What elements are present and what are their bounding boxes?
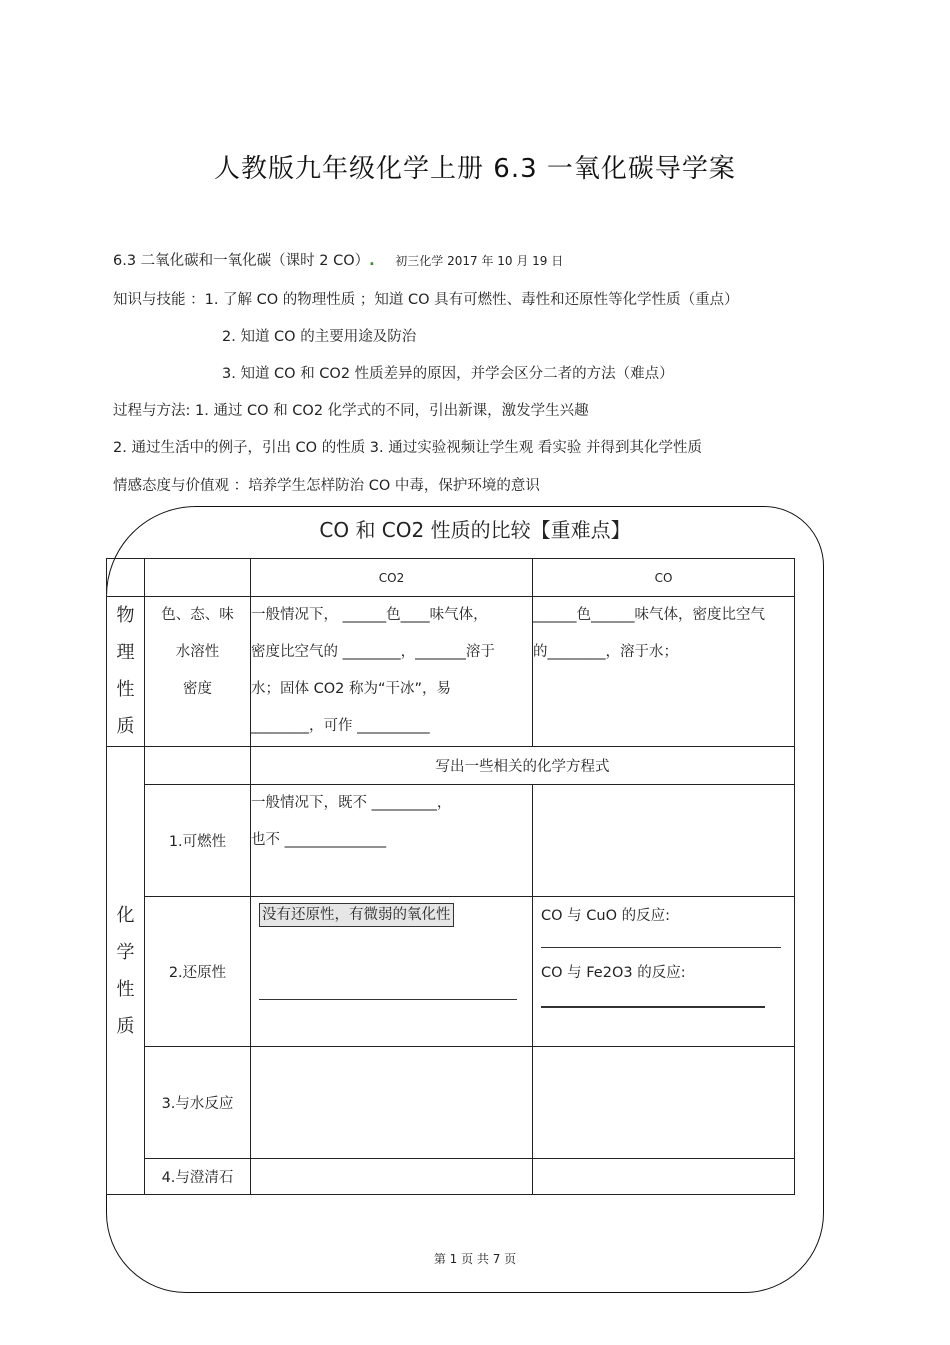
objective-line-4: 过程与方法: 1. 通过 CO 和 CO2 化学式的不同，引出新课，激发学生兴趣 xyxy=(113,403,589,419)
empty-cell xyxy=(145,559,251,597)
answer-blank xyxy=(259,987,517,1000)
combustion-co2: 一般情况下，既不 _________， 也不 ______________ xyxy=(251,785,533,897)
table-header-row xyxy=(107,559,795,597)
class-date: 初三化学 2017 年 10 月 19 日 xyxy=(395,254,564,268)
empty-cell xyxy=(107,559,145,597)
combustion-label: 1.可燃性 xyxy=(145,785,251,897)
combustion-row xyxy=(107,785,795,897)
empty-cell xyxy=(251,1159,533,1195)
answer-blank xyxy=(541,927,781,948)
page-footer: 第 1 页 共 7 页 xyxy=(433,1252,517,1266)
objective-line-1: 知识与技能 ：1. 了解 CO 的物理性质 ；知道 CO 具有可燃性、毒性和还原性等化学性质（重点） xyxy=(113,292,739,308)
limewater-row xyxy=(107,1159,795,1195)
empty-cell xyxy=(533,1159,795,1195)
objective-line-2: 2. 知道 CO 的主要用途及防治 xyxy=(222,329,417,345)
header-co: CO xyxy=(533,559,795,597)
table-title: CO 和 CO2 性质的比较【重难点】 xyxy=(319,518,631,542)
physical-row xyxy=(107,597,795,747)
objective-line-6: 情感态度与价值观 ：培养学生怎样防治 CO 中毒，保护环境的意识 xyxy=(113,478,540,494)
physical-co2: 一般情况下， ______色____味气体， 密度比空气的 ________，_______溶于 水；固体 CO2 称为“干冰”，易 ________，可作 __________ xyxy=(251,597,533,747)
reduction-label: 2.还原性 xyxy=(145,897,251,1047)
combustion-co xyxy=(533,785,795,897)
water-label: 3.与水反应 xyxy=(145,1047,251,1159)
equation-header: 写出一些相关的化学方程式 xyxy=(251,747,795,785)
objective-line-5: 2. 通过生活中的例子，引出 CO 的性质 3. 通过实验视频让学生观 看实验 并得到其化学性质 xyxy=(113,440,702,456)
water-row xyxy=(107,1047,795,1159)
green-mark: . xyxy=(369,253,375,269)
section-heading xyxy=(113,249,563,270)
reduction-box: 没有还原性，有微弱的氧化性 xyxy=(259,903,454,927)
answer-blank xyxy=(541,984,765,1008)
empty-cell xyxy=(145,747,251,785)
page-title: 人教版九年级化学上册 6.3 一氧化碳导学案 xyxy=(214,154,736,184)
reduction-row xyxy=(107,897,795,1047)
empty-cell xyxy=(533,1047,795,1159)
reduction-co: CO 与 CuO 的反应: CO 与 Fe2O3 的反应: xyxy=(533,897,795,1047)
equation-header-row xyxy=(107,747,795,785)
header-co2: CO2 xyxy=(251,559,533,597)
reduction-co2 xyxy=(251,897,533,1047)
chemical-label: 化 学 性 质 xyxy=(107,747,145,1195)
physical-props: 色、态、味 水溶性 密度 xyxy=(145,597,251,747)
empty-cell xyxy=(251,1047,533,1159)
section-title: 6.3 二氧化碳和一氧化碳（课时 2 CO） xyxy=(113,253,370,269)
physical-co: ______色______味气体，密度比空气 的________，溶于水； xyxy=(533,597,795,747)
objective-line-3: 3. 知道 CO 和 CO2 性质差异的原因，并学会区分二者的方法（难点） xyxy=(222,366,674,382)
comparison-table xyxy=(106,558,795,1195)
limewater-label: 4.与澄清石 xyxy=(145,1159,251,1195)
physical-label: 物 理 性 质 xyxy=(107,597,145,747)
